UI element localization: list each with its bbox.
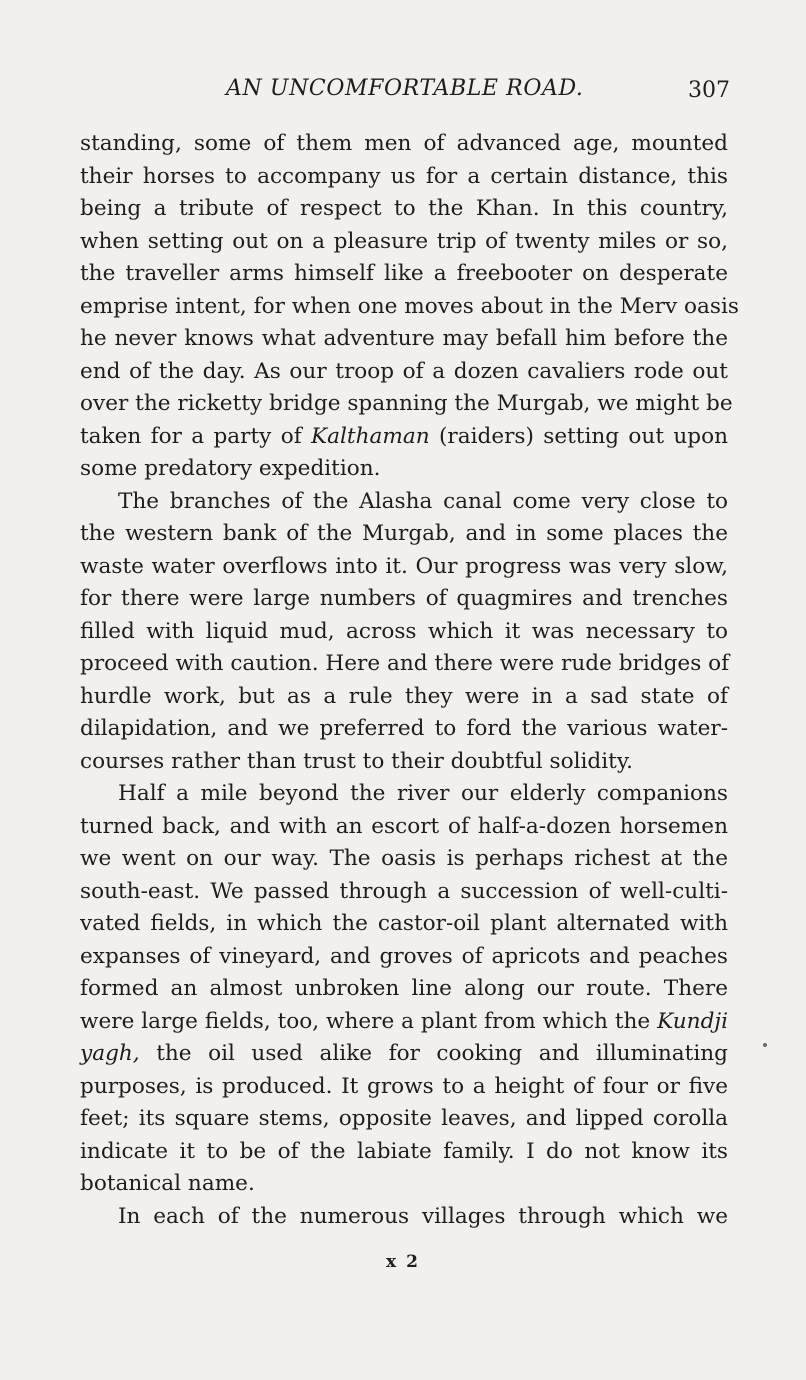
text-line [80,1006,728,1039]
text-line: expanses of vineyard, and groves of apricots and peaches [80,943,728,969]
text-line: end of the day. As our troop of a dozen cavaliers rode out [80,358,728,384]
text-line: for there were large numbers of quagmires and trenches [80,586,728,611]
page-header [0,76,806,112]
text-line: some predatory expedition. [80,456,381,481]
text-line [80,1038,728,1071]
running-title: AN UNCOMFORTABLE ROAD. [226,76,584,101]
text-line: vated fields, in which the castor-oil plant alternated with [80,911,728,936]
paragraph-start-line: The branches of the Alasha canal come very close to [118,488,728,514]
text-segment: the oil used alike for cooking and illuminating [139,1041,728,1066]
text-line: over the ricketty bridge spanning the Murgab, we might be [80,391,733,416]
text-segment: (raiders) setting out upon [429,423,728,449]
text-line: the western bank of the Murgab, and in some places the [80,521,728,546]
text-line: when setting out on a pleasure trip of twenty miles or so, [80,228,728,254]
text-segment: were large fields, too, where a plant from which the [80,1008,658,1034]
text-line: feet; its square stems, opposite leaves, and lipped corolla [80,1106,728,1131]
text-line: dilapidation, and we preferred to ford the various water- [80,716,728,741]
margin-speck [763,1043,767,1047]
italic-term-kalthaman: Kalthaman [311,423,430,449]
text-line: indicate it to be of the labiate family. I do not know its [80,1138,728,1164]
text-line: purposes, is produced. It grows to a height of four or five [80,1073,728,1099]
body-text [80,128,739,1233]
text-line: standing, some of them men of advanced age, mounted [80,131,728,156]
text-line: botanical name. [80,1171,255,1196]
text-line: he never knows what adventure may befall him before the [80,326,728,351]
text-segment: taken for a party of [80,423,312,449]
page-number: 307 [688,78,730,103]
text-line: formed an almost unbroken line along our route. There [80,976,728,1001]
italic-term-kundji: Kundji [657,1008,728,1034]
text-line: proceed with caution. Here and there were rude bridges of [80,651,730,676]
text-line: their horses to accompany us for a certain distance, this [80,163,728,189]
text-line: waste water overflows into it. Our progress was very slow, [80,553,728,579]
text-line [80,421,728,454]
text-line: being a tribute of respect to the Khan. In this country, [80,196,728,221]
text-line: hurdle work, but as a rule they were in a sad state of [80,683,728,709]
text-line: we went on our way. The oasis is perhaps richest at the [80,846,728,871]
text-line: south-east. We passed through a succession of well-culti- [80,878,728,904]
text-line: the traveller arms himself like a freebooter on desperate [80,261,728,286]
text-line: filled with liquid mud, across which it was necessary to [80,618,728,644]
italic-term-yagh: yagh, [80,1041,140,1066]
signature-mark: x 2 [386,1252,420,1272]
paragraph-start-line: Half a mile beyond the river our elderly companions [118,781,728,806]
paragraph-start-line: In each of the numerous villages through which we [118,1203,728,1229]
text-line: courses rather than trust to their doubtful solidity. [80,748,634,774]
text-line: turned back, and with an escort of half-a-dozen horsemen [80,813,728,839]
text-line: emprise intent, for when one moves about in the Merv oasis [80,293,739,319]
